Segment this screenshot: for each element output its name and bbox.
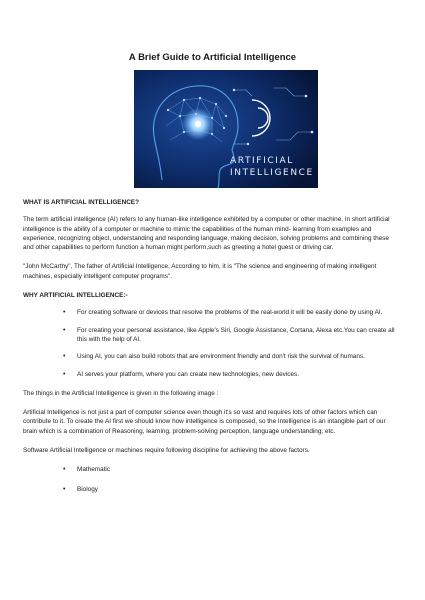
list-item: • For creating your personal assistance, like Apple's Siri, Google Assistance, Cortana, Alexa etc.You can create all this with the help of AI. — [63, 326, 395, 343]
bullet-icon: • — [63, 485, 66, 493]
disciplines-list — [23, 465, 401, 494]
hero-image — [134, 70, 318, 188]
hero-caption-line1: ARTIFICIAL — [230, 156, 294, 166]
section-heading-what-is-ai: WHAT IS ARTIFICIAL INTELLIGENCE? — [23, 199, 139, 206]
paragraph-mccarthy-quote: "John McCarthy", The father of Artificial Intelligence, According to him, it is "The science and engineering of making intelligent machines, especially intelligent computer programs". — [23, 263, 377, 280]
list-item: • AI serves your platform, where you can create new technologies, new devices. — [63, 370, 300, 378]
bullet-icon: • — [63, 370, 66, 378]
bullet-icon: • — [63, 326, 66, 334]
list-item: • For creating software or devices that resolve the problems of the real-world it will be easily done by using AI. — [63, 309, 383, 317]
paragraph-things-in-ai: The things in the Artificial Intelligence is given in the following image : — [23, 389, 219, 397]
list-item: • Mathematic — [63, 466, 111, 474]
bullet-icon: • — [63, 353, 66, 361]
list-item: • Using AI, you can also build robots that are environment friendly and don't risk the survival of humans. — [63, 353, 365, 361]
paragraph-disciplines: Software Artificial Intelligence or machines require following discipline for achieving the above factors. — [23, 447, 310, 455]
list-item: • Biology — [63, 485, 98, 493]
paragraph-composition: Artificial Intelligence is not just a part of computer science even though it's so vast and requires lots of other factors which can contribute to it. To create the AI first we should know how intelligence is composed, so the Intelligence is an intangible part of our brain which is a combination of Reasoning, learning, problem-solving perception, language understanding, etc. — [23, 409, 386, 435]
bullet-icon: • — [63, 309, 66, 317]
why-ai-list — [23, 308, 401, 378]
hero-caption-line2: INTELLIGENCE — [230, 168, 314, 178]
paragraph-definition: The term artificial intelligence (AI) refers to any human-like intelligence exhibited by a computer or other machine. In short artificial intelligence is the ability of a computer or machine to mimic the capabilities of the human mind- learning from examples and experience, recognizing object, understanding and responding language, making decision, solving problems and combining these and other capabilities to perform function a human might perform,such as greeting a hotel guest or driving car. — [23, 216, 390, 252]
section-heading-why-ai: WHY ARTIFICIAL INTELLIGENCE:- — [23, 292, 128, 300]
document-body — [23, 198, 401, 504]
document-title: A Brief Guide to Artificial Intelligence — [128, 52, 297, 63]
bullet-icon: • — [63, 466, 66, 474]
